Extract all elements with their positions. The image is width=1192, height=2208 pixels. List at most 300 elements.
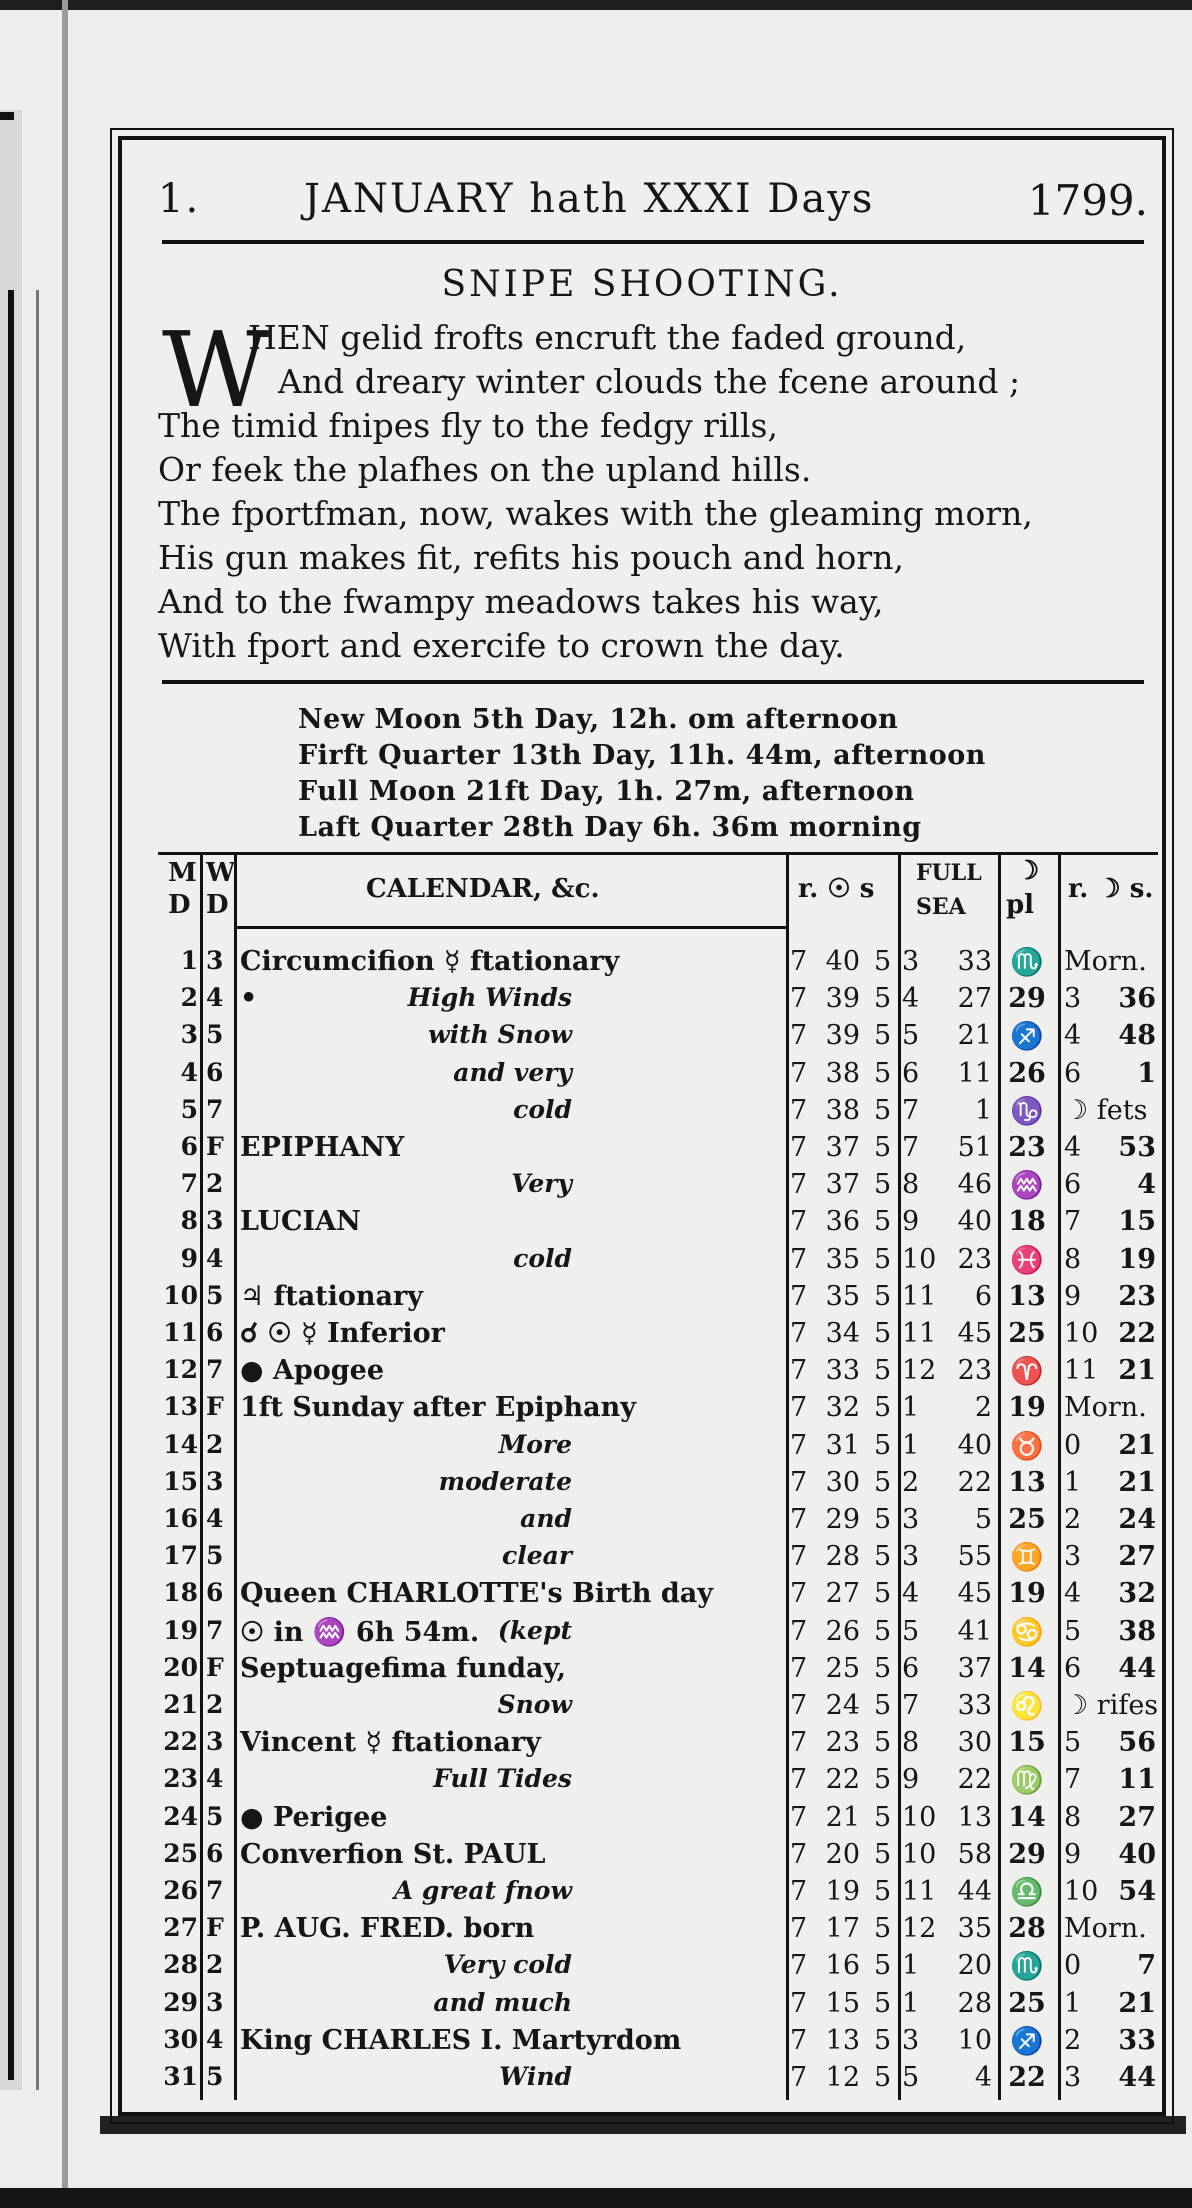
moon-place: ♈ — [1010, 1356, 1044, 1388]
poem-rule — [162, 680, 1144, 684]
full-sea-minute: 22 — [957, 1764, 992, 1796]
moon-phase-full: Full Moon 21ft Day, 1h. 27m, afternoon — [298, 776, 915, 807]
full-sea-minute: 40 — [957, 1206, 992, 1238]
full-sea-hour: 5 — [902, 1615, 920, 1647]
sunset-hour: 5 — [874, 1169, 892, 1201]
sunrise-hour: 7 — [790, 2024, 808, 2056]
full-sea-hour: 4 — [902, 983, 920, 1015]
sunset-hour: 5 — [874, 2024, 892, 2056]
sunset-hour: 5 — [874, 1132, 892, 1163]
day-of-month: 20 — [163, 1652, 198, 1682]
event-text: Queen CHARLOTTE's Birth day — [240, 1578, 713, 1610]
sunrise-minute: 12 — [825, 2062, 860, 2093]
full-sea-minute: 33 — [957, 1690, 992, 1721]
full-sea-minute: 10 — [957, 2024, 992, 2056]
weather-note: cold — [513, 1243, 572, 1273]
table-row — [158, 1206, 1158, 1244]
moon-place: ♐ — [1010, 2025, 1044, 2057]
day-of-week: F — [206, 1392, 224, 1422]
full-sea-hour: 3 — [902, 946, 920, 977]
sunrise-minute: 25 — [825, 1652, 860, 1684]
header-wd-top: W — [206, 858, 236, 888]
day-of-month: 13 — [163, 1392, 198, 1422]
month-number: 1. — [158, 176, 201, 222]
poem-line: HEN gelid frofts encruft the faded ground, — [248, 318, 967, 357]
day-of-month: 9 — [180, 1243, 198, 1273]
poem-line: And to the fwampy meadows takes his way, — [158, 582, 884, 621]
moon-rise-minute: 21 — [1118, 1466, 1156, 1498]
day-of-month: 6 — [180, 1132, 198, 1161]
event-text: • — [240, 983, 258, 1015]
table-row — [158, 2062, 1158, 2100]
sunrise-hour: 7 — [790, 1876, 808, 1907]
table-row — [158, 1020, 1158, 1058]
table-row — [158, 1727, 1158, 1765]
moon-place: 15 — [1008, 1727, 1046, 1759]
event-text: P. AUG. FRED. born — [240, 1913, 535, 1945]
moon-place: ♏ — [1010, 947, 1044, 978]
sunset-hour: 5 — [874, 1950, 892, 1982]
sunrise-minute: 35 — [825, 1280, 860, 1312]
full-sea-hour: 1 — [902, 1950, 920, 1982]
full-sea-hour: 2 — [902, 1466, 920, 1498]
full-sea-hour: 12 — [902, 1355, 937, 1387]
moon-rise-minute: 22 — [1118, 1318, 1156, 1349]
moon-rise-minute: 54 — [1118, 1876, 1156, 1907]
sunset-hour: 5 — [874, 946, 892, 977]
binding-fold — [62, 0, 68, 2208]
header-md-bottom: D — [168, 890, 191, 920]
sunset-hour: 5 — [874, 1020, 892, 1052]
moon-rise-minute: 56 — [1118, 1727, 1156, 1759]
moon-place: ♉ — [1010, 1430, 1044, 1462]
sunrise-minute: 16 — [825, 1950, 860, 1982]
sunrise-minute: 27 — [825, 1578, 860, 1610]
header-rule — [162, 240, 1144, 244]
frame-bottom-rule — [100, 2116, 1186, 2134]
day-of-week: 7 — [206, 1876, 224, 1905]
day-of-week: 3 — [206, 1987, 224, 2017]
day-of-week: 2 — [206, 1429, 224, 1459]
day-of-month: 10 — [163, 1280, 198, 1310]
sunrise-hour: 7 — [790, 1243, 808, 1275]
corner-mark — [0, 112, 14, 120]
sunset-hour: 5 — [874, 1541, 892, 1573]
sunrise-hour: 7 — [790, 1132, 808, 1163]
weather-note: Very cold — [443, 1950, 572, 1980]
day-of-week: 3 — [206, 1206, 224, 1236]
sunset-hour: 5 — [874, 1504, 892, 1535]
moon-place: ♒ — [1010, 1170, 1044, 1202]
weather-note: with Snow — [428, 1020, 572, 1050]
moon-rise-minute: 44 — [1118, 1652, 1156, 1684]
weather-note: and very — [453, 1057, 572, 1087]
moon-rise-minute: 21 — [1118, 1429, 1156, 1461]
sunset-hour: 5 — [874, 1727, 892, 1759]
table-row — [158, 1764, 1158, 1802]
moon-phase-new: New Moon 5th Day, 12h. om afternoon — [298, 704, 899, 735]
header-moon-top: ☽ — [1016, 856, 1040, 886]
day-of-month: 23 — [163, 1764, 198, 1794]
moon-place: ♏ — [1010, 1951, 1044, 1983]
full-sea-minute: 13 — [957, 1801, 992, 1833]
full-sea-hour: 11 — [902, 1876, 937, 1907]
moon-rise-hour: Morn. — [1064, 1913, 1147, 1945]
full-sea-minute: 51 — [957, 1132, 992, 1163]
sunrise-minute: 24 — [825, 1690, 860, 1721]
day-of-month: 11 — [163, 1318, 198, 1347]
sunrise-minute: 38 — [825, 1094, 860, 1126]
weather-note: More — [498, 1429, 572, 1459]
sunrise-hour: 7 — [790, 1801, 808, 1833]
year: 1799. — [1027, 176, 1148, 225]
day-of-week: 4 — [206, 1764, 224, 1794]
full-sea-hour: 11 — [902, 1280, 937, 1312]
moon-rise-hour: 8 — [1064, 1243, 1082, 1275]
day-of-week: 5 — [206, 1280, 224, 1310]
moon-place: 13 — [1008, 1280, 1046, 1312]
full-sea-hour: 11 — [902, 1318, 937, 1349]
sunrise-minute: 23 — [825, 1727, 860, 1759]
sunset-hour: 5 — [874, 1206, 892, 1238]
calendar-table — [158, 852, 1158, 2100]
full-sea-minute: 23 — [957, 1355, 992, 1387]
moon-rise-minute: 21 — [1118, 1355, 1156, 1387]
table-row — [158, 1244, 1158, 1282]
full-sea-hour: 7 — [902, 1094, 920, 1126]
day-of-week: 2 — [206, 1169, 224, 1199]
day-of-month: 17 — [163, 1541, 198, 1571]
moon-rise-minute: 36 — [1118, 983, 1156, 1015]
sunrise-hour: 7 — [790, 2062, 808, 2093]
full-sea-hour: 8 — [902, 1169, 920, 1201]
moon-rise-hour: 4 — [1064, 1578, 1082, 1610]
moon-rise-hour: 0 — [1064, 1429, 1082, 1461]
day-of-month: 28 — [163, 1950, 198, 1980]
full-sea-minute: 44 — [957, 1876, 992, 1907]
moon-rise-minute: 48 — [1118, 1020, 1156, 1052]
day-of-week: 4 — [206, 2024, 224, 2054]
sunrise-hour: 7 — [790, 1764, 808, 1796]
full-sea-minute: 27 — [957, 983, 992, 1015]
sunrise-minute: 37 — [825, 1169, 860, 1201]
event-text: ● Apogee — [240, 1355, 385, 1387]
moon-place: 23 — [1008, 1132, 1046, 1163]
moon-place: 19 — [1008, 1392, 1046, 1424]
weather-note: A great fnow — [393, 1876, 572, 1905]
weather-note: cold — [513, 1094, 572, 1124]
table-row — [158, 1541, 1158, 1579]
sunrise-hour: 7 — [790, 1838, 808, 1870]
sunrise-minute: 20 — [825, 1838, 860, 1870]
moon-rise-hour: 5 — [1064, 1727, 1082, 1759]
day-of-week: F — [206, 1652, 224, 1682]
moon-rise-hour: 10 — [1064, 1876, 1099, 1907]
table-row — [158, 1281, 1158, 1319]
moon-rise-hour: 3 — [1064, 2062, 1082, 2093]
event-text: King CHARLES I. Martyrdom — [240, 2024, 682, 2056]
sunrise-minute: 13 — [825, 2024, 860, 2056]
moon-rise-hour: 3 — [1064, 1541, 1082, 1573]
full-sea-hour: 1 — [902, 1392, 920, 1424]
weather-note: moderate — [438, 1466, 572, 1496]
moon-place: ♍ — [1010, 1765, 1044, 1797]
full-sea-minute: 11 — [957, 1057, 992, 1089]
table-row — [158, 946, 1158, 984]
weather-note: Very — [511, 1169, 572, 1199]
table-row — [158, 1467, 1158, 1505]
day-of-month: 25 — [163, 1838, 198, 1868]
moon-rise-hour: Morn. — [1064, 1392, 1147, 1424]
weather-note: Wind — [499, 2062, 572, 2091]
sunset-hour: 5 — [874, 1615, 892, 1647]
table-row — [158, 2025, 1158, 2063]
moon-place: ♎ — [1010, 1877, 1044, 1908]
day-of-month: 21 — [163, 1690, 198, 1719]
moon-rise-hour: 1 — [1064, 1987, 1082, 2019]
day-of-month: 1 — [180, 946, 198, 975]
table-row — [158, 983, 1158, 1021]
full-sea-minute: 35 — [957, 1913, 992, 1945]
day-of-week: 5 — [206, 2062, 224, 2091]
header-full-sea-top: FULL — [916, 860, 982, 886]
day-of-week: 4 — [206, 983, 224, 1013]
table-row — [158, 1913, 1158, 1951]
sunset-hour: 5 — [874, 1652, 892, 1684]
full-sea-hour: 12 — [902, 1913, 937, 1945]
day-of-week: 2 — [206, 1690, 224, 1719]
sunset-hour: 5 — [874, 1466, 892, 1498]
moon-rise-hour: 6 — [1064, 1057, 1082, 1089]
day-of-month: 2 — [180, 983, 198, 1013]
event-text: Vincent ☿ ftationary — [240, 1727, 541, 1759]
sunrise-hour: 7 — [790, 1318, 808, 1349]
moon-place: 29 — [1008, 983, 1046, 1015]
full-sea-hour: 5 — [902, 1020, 920, 1052]
event-text: ☉ in ♒ 6h 54m. — [240, 1616, 480, 1648]
poem-line: Or feek the plafhes on the upland hills. — [158, 450, 812, 489]
day-of-month: 7 — [180, 1169, 198, 1199]
full-sea-hour: 3 — [902, 1504, 920, 1535]
full-sea-hour: 10 — [902, 1801, 937, 1833]
sunrise-hour: 7 — [790, 1504, 808, 1535]
moon-rise-hour: 0 — [1064, 1950, 1082, 1982]
day-of-month: 31 — [163, 2062, 198, 2091]
moon-rise-minute: 23 — [1118, 1280, 1156, 1312]
moon-place: 14 — [1008, 1801, 1046, 1833]
moon-place: 26 — [1008, 1057, 1046, 1089]
sunrise-hour: 7 — [790, 1429, 808, 1461]
day-of-month: 27 — [163, 1913, 198, 1943]
poem-line: And dreary winter clouds the fcene around ; — [278, 362, 1021, 401]
sunset-hour: 5 — [874, 1280, 892, 1312]
day-of-month: 15 — [163, 1466, 198, 1496]
sunrise-hour: 7 — [790, 1727, 808, 1759]
month-header — [158, 176, 1148, 236]
full-sea-minute: 30 — [957, 1727, 992, 1759]
moon-phase-last-quarter: Laft Quarter 28th Day 6h. 36m morning — [298, 812, 922, 843]
poem-title: SNIPE SHOOTING. — [441, 264, 843, 305]
table-row — [158, 1132, 1158, 1170]
table-row — [158, 1839, 1158, 1877]
moon-rise-minute: 4 — [1137, 1169, 1156, 1201]
sunrise-hour: 7 — [790, 1094, 808, 1126]
moon-rise-minute: 1 — [1137, 1057, 1156, 1089]
moon-place: ♐ — [1010, 1021, 1044, 1053]
day-of-week: 6 — [206, 1578, 224, 1608]
sunset-hour: 5 — [874, 1764, 892, 1796]
header-wd-bottom: D — [206, 890, 229, 920]
sunrise-hour: 7 — [790, 1392, 808, 1424]
day-of-month: 30 — [163, 2024, 198, 2054]
sunrise-hour: 7 — [790, 983, 808, 1015]
sunrise-minute: 32 — [825, 1392, 860, 1424]
day-of-month: 24 — [163, 1801, 198, 1831]
moon-rise-minute: 44 — [1118, 2062, 1156, 2093]
day-of-week: 4 — [206, 1504, 224, 1533]
moon-place: ♊ — [1010, 1542, 1044, 1574]
sunset-hour: 5 — [874, 1392, 892, 1424]
sunrise-minute: 22 — [825, 1764, 860, 1796]
sunrise-minute: 35 — [825, 1243, 860, 1275]
sunrise-minute: 29 — [825, 1504, 860, 1535]
sunrise-hour: 7 — [790, 1169, 808, 1201]
sunset-hour: 5 — [874, 2062, 892, 2093]
moon-rise-hour: 6 — [1064, 1169, 1082, 1201]
poem-line: With fport and exercife to crown the day. — [158, 626, 845, 665]
full-sea-hour: 9 — [902, 1206, 920, 1238]
day-of-week: 7 — [206, 1355, 224, 1385]
sunrise-hour: 7 — [790, 1578, 808, 1610]
full-sea-minute: 6 — [974, 1280, 992, 1312]
sunrise-hour: 7 — [790, 1355, 808, 1387]
moon-place: ♋ — [1010, 1616, 1044, 1648]
moon-rise-minute: 33 — [1118, 2024, 1156, 2056]
header-md-top: M — [168, 858, 197, 888]
day-of-month: 29 — [163, 1987, 198, 2017]
sunrise-minute: 19 — [825, 1876, 860, 1907]
table-row — [158, 1392, 1158, 1430]
full-sea-hour: 7 — [902, 1690, 920, 1721]
event-text: LUCIAN — [240, 1206, 361, 1238]
header-underline — [234, 926, 786, 929]
table-row — [158, 1169, 1158, 1207]
full-sea-minute: 21 — [957, 1020, 992, 1052]
weather-note: and — [520, 1504, 572, 1533]
weather-note: clear — [502, 1541, 572, 1571]
sunset-hour: 5 — [874, 1355, 892, 1387]
full-sea-minute: 58 — [957, 1838, 992, 1870]
moon-phase-first-quarter: Firft Quarter 13th Day, 11h. 44m, afternoon — [298, 740, 986, 771]
sunrise-hour: 7 — [790, 1987, 808, 2019]
moon-place: ♑ — [1010, 1095, 1044, 1127]
day-of-week: 7 — [206, 1615, 224, 1645]
moon-rise-minute: 15 — [1118, 1206, 1156, 1238]
header-moon-bottom: pl — [1006, 890, 1035, 920]
event-text: Septuagefima funday, — [240, 1652, 567, 1684]
sunset-hour: 5 — [874, 1690, 892, 1721]
day-of-month: 26 — [163, 1876, 198, 1905]
sunrise-minute: 39 — [825, 1020, 860, 1052]
sunrise-hour: 7 — [790, 1615, 808, 1647]
weather-note: (kept — [497, 1615, 572, 1645]
month-title: JANUARY hath XXXI Days — [304, 176, 875, 222]
event-text: ♃ ftationary — [240, 1280, 423, 1312]
full-sea-minute: 40 — [957, 1429, 992, 1461]
moon-rise-minute: 24 — [1118, 1504, 1156, 1535]
moon-place: 13 — [1008, 1466, 1046, 1498]
day-of-week: 5 — [206, 1020, 224, 1050]
sunset-hour: 5 — [874, 1094, 892, 1126]
sunrise-minute: 28 — [825, 1541, 860, 1573]
sunset-hour: 5 — [874, 1987, 892, 2019]
day-of-week: 6 — [206, 1057, 224, 1087]
moon-rise-hour: 4 — [1064, 1132, 1082, 1163]
moon-place: 18 — [1008, 1206, 1046, 1238]
moon-place: 14 — [1008, 1652, 1046, 1684]
full-sea-minute: 33 — [957, 946, 992, 977]
moon-place: ♌ — [1010, 1691, 1044, 1722]
sunrise-hour: 7 — [790, 1280, 808, 1312]
sunset-hour: 5 — [874, 1429, 892, 1461]
day-of-week: 3 — [206, 1727, 224, 1757]
sunrise-hour: 7 — [790, 1057, 808, 1089]
moon-place: 28 — [1008, 1913, 1046, 1945]
sunrise-minute: 26 — [825, 1615, 860, 1647]
day-of-week: 3 — [206, 1466, 224, 1496]
moon-rise-hour: ☽ fets — [1064, 1094, 1148, 1126]
day-of-week: 4 — [206, 1243, 224, 1273]
day-of-week: F — [206, 1132, 224, 1161]
weather-note: and much — [433, 1987, 572, 2017]
table-row — [158, 1430, 1158, 1468]
full-sea-hour: 10 — [902, 1838, 937, 1870]
table-row — [158, 1802, 1158, 1840]
event-text: Circumcifion ☿ ftationary — [240, 946, 620, 977]
moon-rise-minute: 27 — [1118, 1801, 1156, 1833]
moon-rise-minute: 40 — [1118, 1838, 1156, 1870]
full-sea-hour: 1 — [902, 1429, 920, 1461]
moon-rise-hour: 2 — [1064, 2024, 1082, 2056]
day-of-week: 2 — [206, 1950, 224, 1980]
moon-rise-hour: 7 — [1064, 1206, 1082, 1238]
moon-rise-minute: 38 — [1118, 1615, 1156, 1647]
sunrise-minute: 34 — [825, 1318, 860, 1349]
page-bottom-edge — [0, 2188, 1192, 2208]
table-top-rule — [158, 852, 1158, 855]
sunrise-minute: 37 — [825, 1132, 860, 1163]
full-sea-minute: 1 — [974, 1094, 992, 1126]
day-of-month: 12 — [163, 1355, 198, 1385]
sunset-hour: 5 — [874, 1243, 892, 1275]
full-sea-minute: 55 — [957, 1541, 992, 1573]
moon-rise-minute: 32 — [1118, 1578, 1156, 1610]
table-row — [158, 1988, 1158, 2026]
moon-rise-minute: 11 — [1118, 1764, 1156, 1796]
header-moon-rises: r. ☽ s. — [1068, 874, 1154, 904]
sunset-hour: 5 — [874, 983, 892, 1015]
full-sea-hour: 5 — [902, 2062, 920, 2093]
moon-rise-hour: ☽ rifes — [1064, 1690, 1159, 1721]
day-of-week: 3 — [206, 946, 224, 975]
day-of-week: 6 — [206, 1318, 224, 1347]
full-sea-hour: 9 — [902, 1764, 920, 1796]
event-text: ● Perigee — [240, 1801, 388, 1833]
sunset-hour: 5 — [874, 1318, 892, 1349]
moon-place: 22 — [1008, 2062, 1046, 2093]
event-text: Converfion St. PAUL — [240, 1838, 546, 1870]
event-text: EPIPHANY — [240, 1132, 405, 1163]
